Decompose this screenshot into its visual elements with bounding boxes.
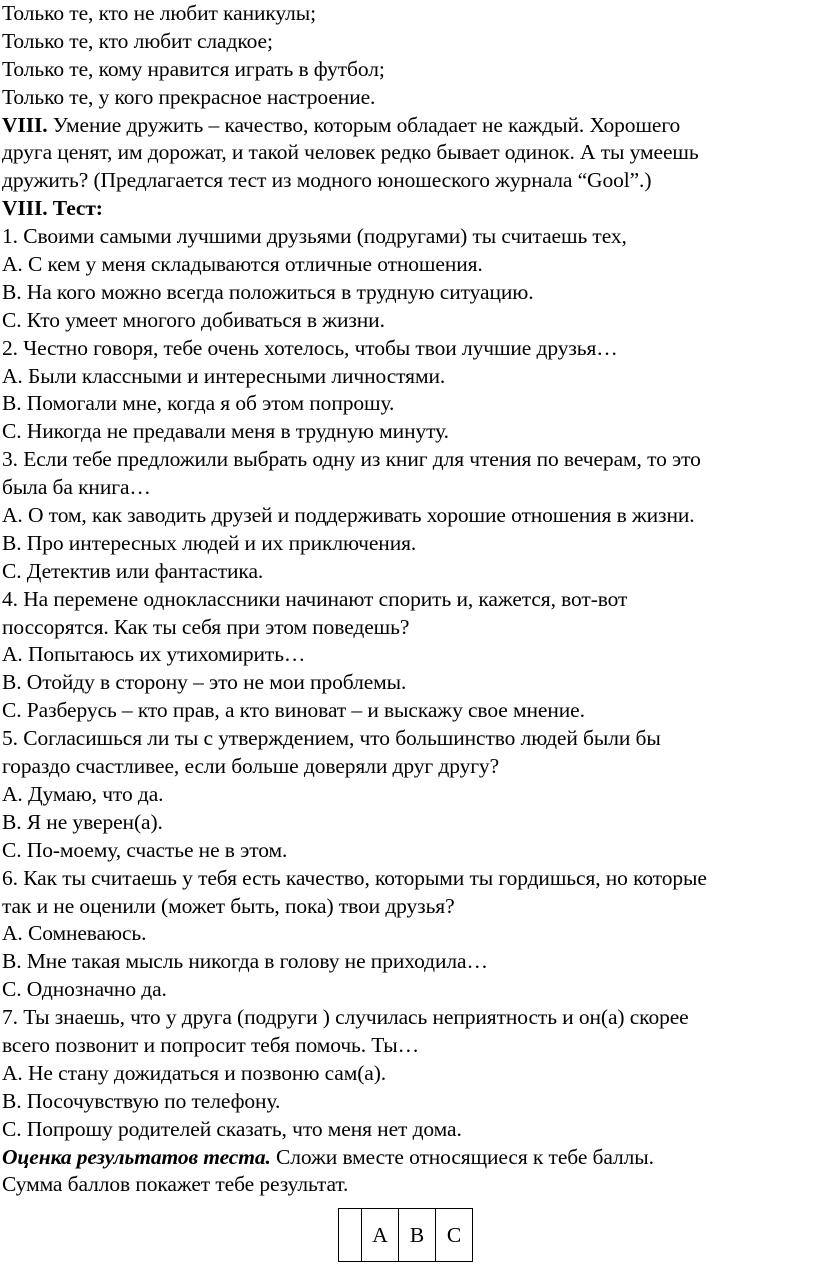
- answer-option: С. Кто умеет многого добиваться в жизни.: [2, 307, 385, 332]
- answer-option: А. Попытаюсь их утихомирить…: [2, 642, 306, 667]
- answer-option: В. Про интересных людей и их приключения.: [2, 530, 417, 555]
- score-table-header-c: C: [436, 1209, 473, 1262]
- section-intro-line: друга ценят, им дорожат, и такой человек редко бывает одинок. А ты умеешь: [2, 140, 699, 165]
- answer-option: В. Я не уверен(а).: [2, 809, 163, 834]
- answer-option: В. На кого можно всегда положиться в трудную ситуацию.: [2, 279, 534, 304]
- section-intro-line: дружить? (Предлагается тест из модного юношеского журнала “Gool”.): [2, 168, 652, 193]
- answer-option: С. По-моему, счастье не в этом.: [2, 837, 288, 862]
- question-text: гораздо счастливее, если больше доверяли друг другу?: [2, 754, 500, 779]
- answer-option: А. Не стану дожидаться и позвоню сам(а).: [2, 1060, 387, 1085]
- answer-option: С. Однозначно да.: [2, 977, 167, 1002]
- score-table: [338, 1208, 473, 1262]
- intro-line: Только те, кто не любит каникулы;: [2, 1, 316, 25]
- question-text: 6. Как ты считаешь у тебя есть качество, которыми ты гордишься, но которые: [2, 865, 707, 890]
- question-text: 4. На перемене одноклассники начинают спорить и, кажется, вот-вот: [2, 586, 628, 611]
- question-text: 2. Честно говоря, тебе очень хотелось, чтобы твои лучшие друзья…: [2, 335, 618, 360]
- test-heading: VIII. Тест:: [2, 196, 103, 221]
- question-text: 3. Если тебе предложили выбрать одну из книг для чтения по вечерам, то это: [2, 447, 701, 472]
- score-table-header-b: B: [399, 1209, 436, 1262]
- section-intro-line: [2, 112, 816, 140]
- document-page: [2, 0, 816, 1199]
- question-text: была ба книга…: [2, 475, 151, 500]
- question-text: 5. Согласишься ли ты с утверждением, что большинство людей были бы: [2, 726, 661, 751]
- answer-option: В. Отойду в сторону – это не мои проблемы.: [2, 670, 407, 695]
- answer-option: В. Помогали мне, когда я об этом попрошу.: [2, 391, 395, 416]
- answer-option: С. Попрошу родителей сказать, что меня нет дома.: [2, 1116, 462, 1141]
- evaluation-label: Оценка результатов теста.: [2, 1144, 271, 1169]
- question-text: 7. Ты знаешь, что у друга (подруги ) случилась неприятность и он(а) скорее: [2, 1005, 689, 1030]
- answer-option: А. Сомневаюсь.: [2, 921, 147, 946]
- intro-line: Только те, у кого прекрасное настроение.: [2, 84, 376, 109]
- question-text: всего позвонит и попросит тебя помочь. Ты…: [2, 1032, 419, 1057]
- answer-option: В. Посочувствую по телефону.: [2, 1088, 281, 1113]
- answer-option: А. Были классными и интересными личностями.: [2, 363, 446, 388]
- intro-line: Только те, кто любит сладкое;: [2, 28, 273, 53]
- evaluation-line: [2, 1144, 816, 1172]
- score-table-blank-cell: [339, 1209, 362, 1262]
- answer-option: А. Думаю, что да.: [2, 781, 164, 806]
- answer-option: С. Детектив или фантастика.: [2, 558, 264, 583]
- question-text: так и не оценили (может быть, пока) твои друзья?: [2, 893, 455, 918]
- answer-option: С. Разберусь – кто прав, а кто виноват – и выскажу свое мнение.: [2, 698, 585, 723]
- answer-option: С. Никогда не предавали меня в трудную минуту.: [2, 419, 449, 444]
- section-text: Умение дружить – качество, которым обладает не каждый. Хорошего: [52, 112, 681, 137]
- section-label: VIII.: [2, 112, 48, 137]
- answer-option: А. О том, как заводить друзей и поддерживать хорошие отношения в жизни.: [2, 503, 695, 528]
- answer-option: В. Мне такая мысль никогда в голову не приходила…: [2, 949, 488, 974]
- intro-line: Только те, кому нравится играть в футбол;: [2, 56, 385, 81]
- score-table-header-row: [339, 1209, 473, 1262]
- evaluation-text: Сложи вместе относящиеся к тебе баллы.: [270, 1144, 654, 1169]
- evaluation-line: Сумма баллов покажет тебе результат.: [2, 1172, 349, 1197]
- question-text: 1. Своими самыми лучшими друзьями (подругами) ты считаешь тех,: [2, 224, 627, 249]
- score-table-header-a: A: [362, 1209, 399, 1262]
- answer-option: А. С кем у меня складываются отличные отношения.: [2, 252, 483, 277]
- question-text: поссорятся. Как ты себя при этом поведешь?: [2, 614, 410, 639]
